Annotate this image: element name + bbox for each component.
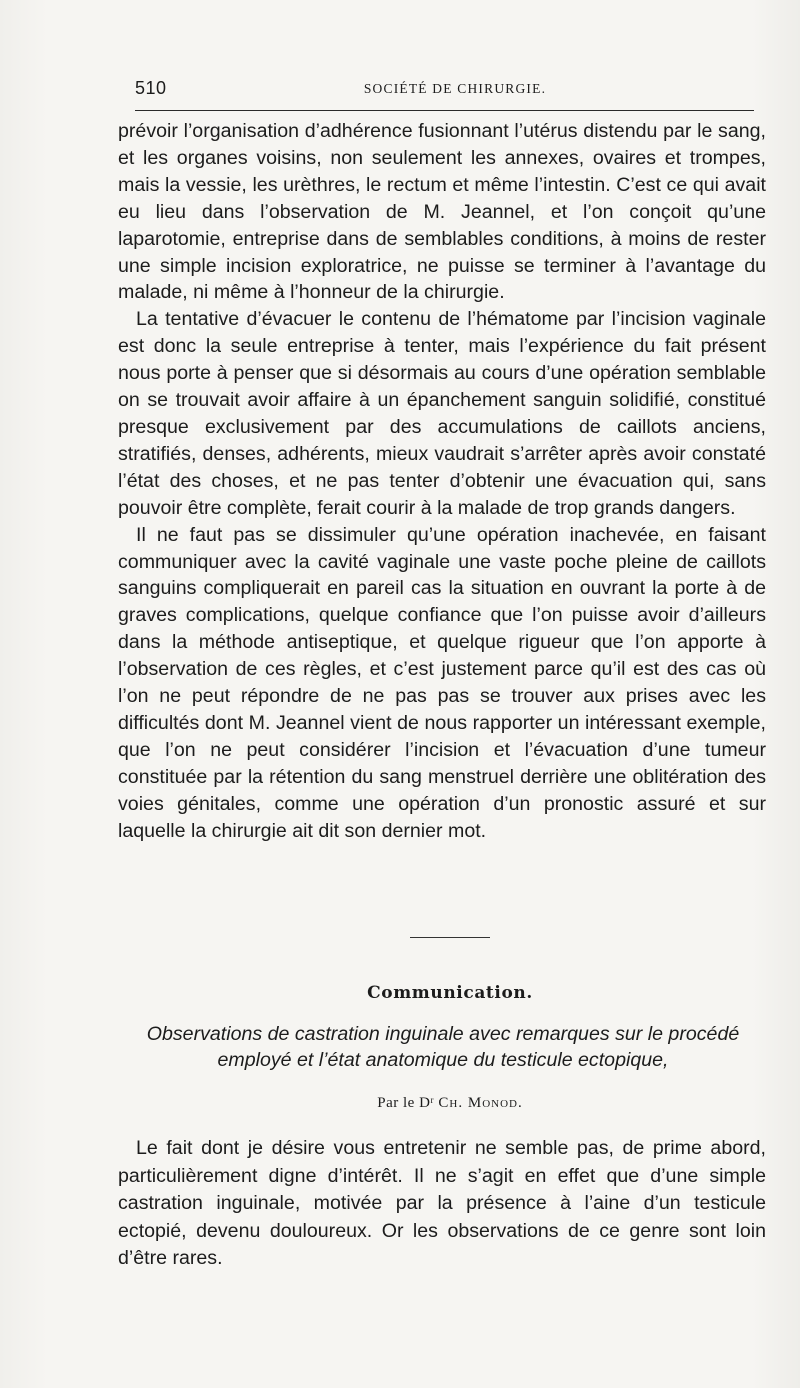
paper-title: Observations de castration inguinale avec remarques sur le procédé employé et l’état anatomique du testicule ectopique, bbox=[146, 1023, 740, 1071]
paragraph: Le fait dont je désire vous entretenir ne semble pas, de prime abord, particulièrement digne d’intérêt. Il ne s’agit en effet que d’une simple castration inguinale, motivée par la présence à l’aine d’un testicule ectopié, devenu douloureux. Or les observations de ce genre sont loin d’être rares. bbox=[118, 1137, 766, 1269]
section-divider bbox=[410, 937, 490, 938]
paragraph: La tentative d’évacuer le contenu de l’hématome par l’incision vaginale est donc la seule entreprise à tenter, mais l’expérience du fait présent nous porte à penser que si désormais au cours d’une opération semblable on se trouvait avoir affaire à un épanchement sanguin solidifié, constitué presque exclusivement par des accumulations de caillots anciens, stratifiés, denses, adhérents, mieux vaudrait s’arrêter après avoir constaté l’état des choses, et ne pas tenter d’obtenir une évacuation qui, sans pouvoir être complète, ferait courir à la malade de trop grands dangers. bbox=[118, 308, 766, 519]
communication-text bbox=[118, 1135, 766, 1273]
paragraph-continued: prévoir l’organisation d’adhérence fusionnant l’utérus distendu par le sang, et les organes voisins, non seulement les annexes, ovaires et trompes, mais la vessie, les urèthres, le rectum et même l’intestin. C’est ce qui avait eu lieu dans l’observation de M. Jeannel, et l’on conçoit qu’une laparotomie, entreprise dans de semblables conditions, à moins de rester une simple incision exploratrice, ne puisse se terminer à l’avantage du malade, ni même à l’honneur de la chirurgie. bbox=[118, 120, 766, 304]
header-rule bbox=[135, 110, 754, 111]
paragraph: Il ne faut pas se dissimuler qu’une opération inachevée, en faisant communiquer avec la cavité vaginale une vaste poche pleine de caillots sanguins compliquerait en pareil cas la situation en ouvrant la porte à de graves complications, quelque confiance que l’on puisse avoir d’ailleurs dans la méthode antiseptique, et quelque rigueur que l’on apporte à l’observation de ces règles, et c’est justement parce qu’il est des cas où l’on ne peut répondre de ne pas pas se trouver aux prises avec les difficultés dont M. Jeannel vient de nous rapporter un intéressant exemple, que l’on ne peut considérer l’incision et l’évacuation d’une tumeur constituée par la rétention du sang menstruel derrière une oblitération des voies génitales, comme une opération d’un pronostic assuré et sur laquelle la chirurgie ait dit son dernier mot. bbox=[118, 523, 766, 842]
author-name: Ch. Monod. bbox=[438, 1095, 523, 1111]
main-text bbox=[118, 118, 766, 844]
byline bbox=[300, 1095, 600, 1112]
byline-prefix: Par le Dʳ bbox=[377, 1095, 435, 1111]
section-heading: Communication. bbox=[367, 983, 533, 1003]
page-number: 510 bbox=[135, 78, 167, 98]
page-header bbox=[135, 78, 752, 100]
running-title: SOCIÉTÉ DE CHIRURGIE. bbox=[363, 81, 547, 96]
